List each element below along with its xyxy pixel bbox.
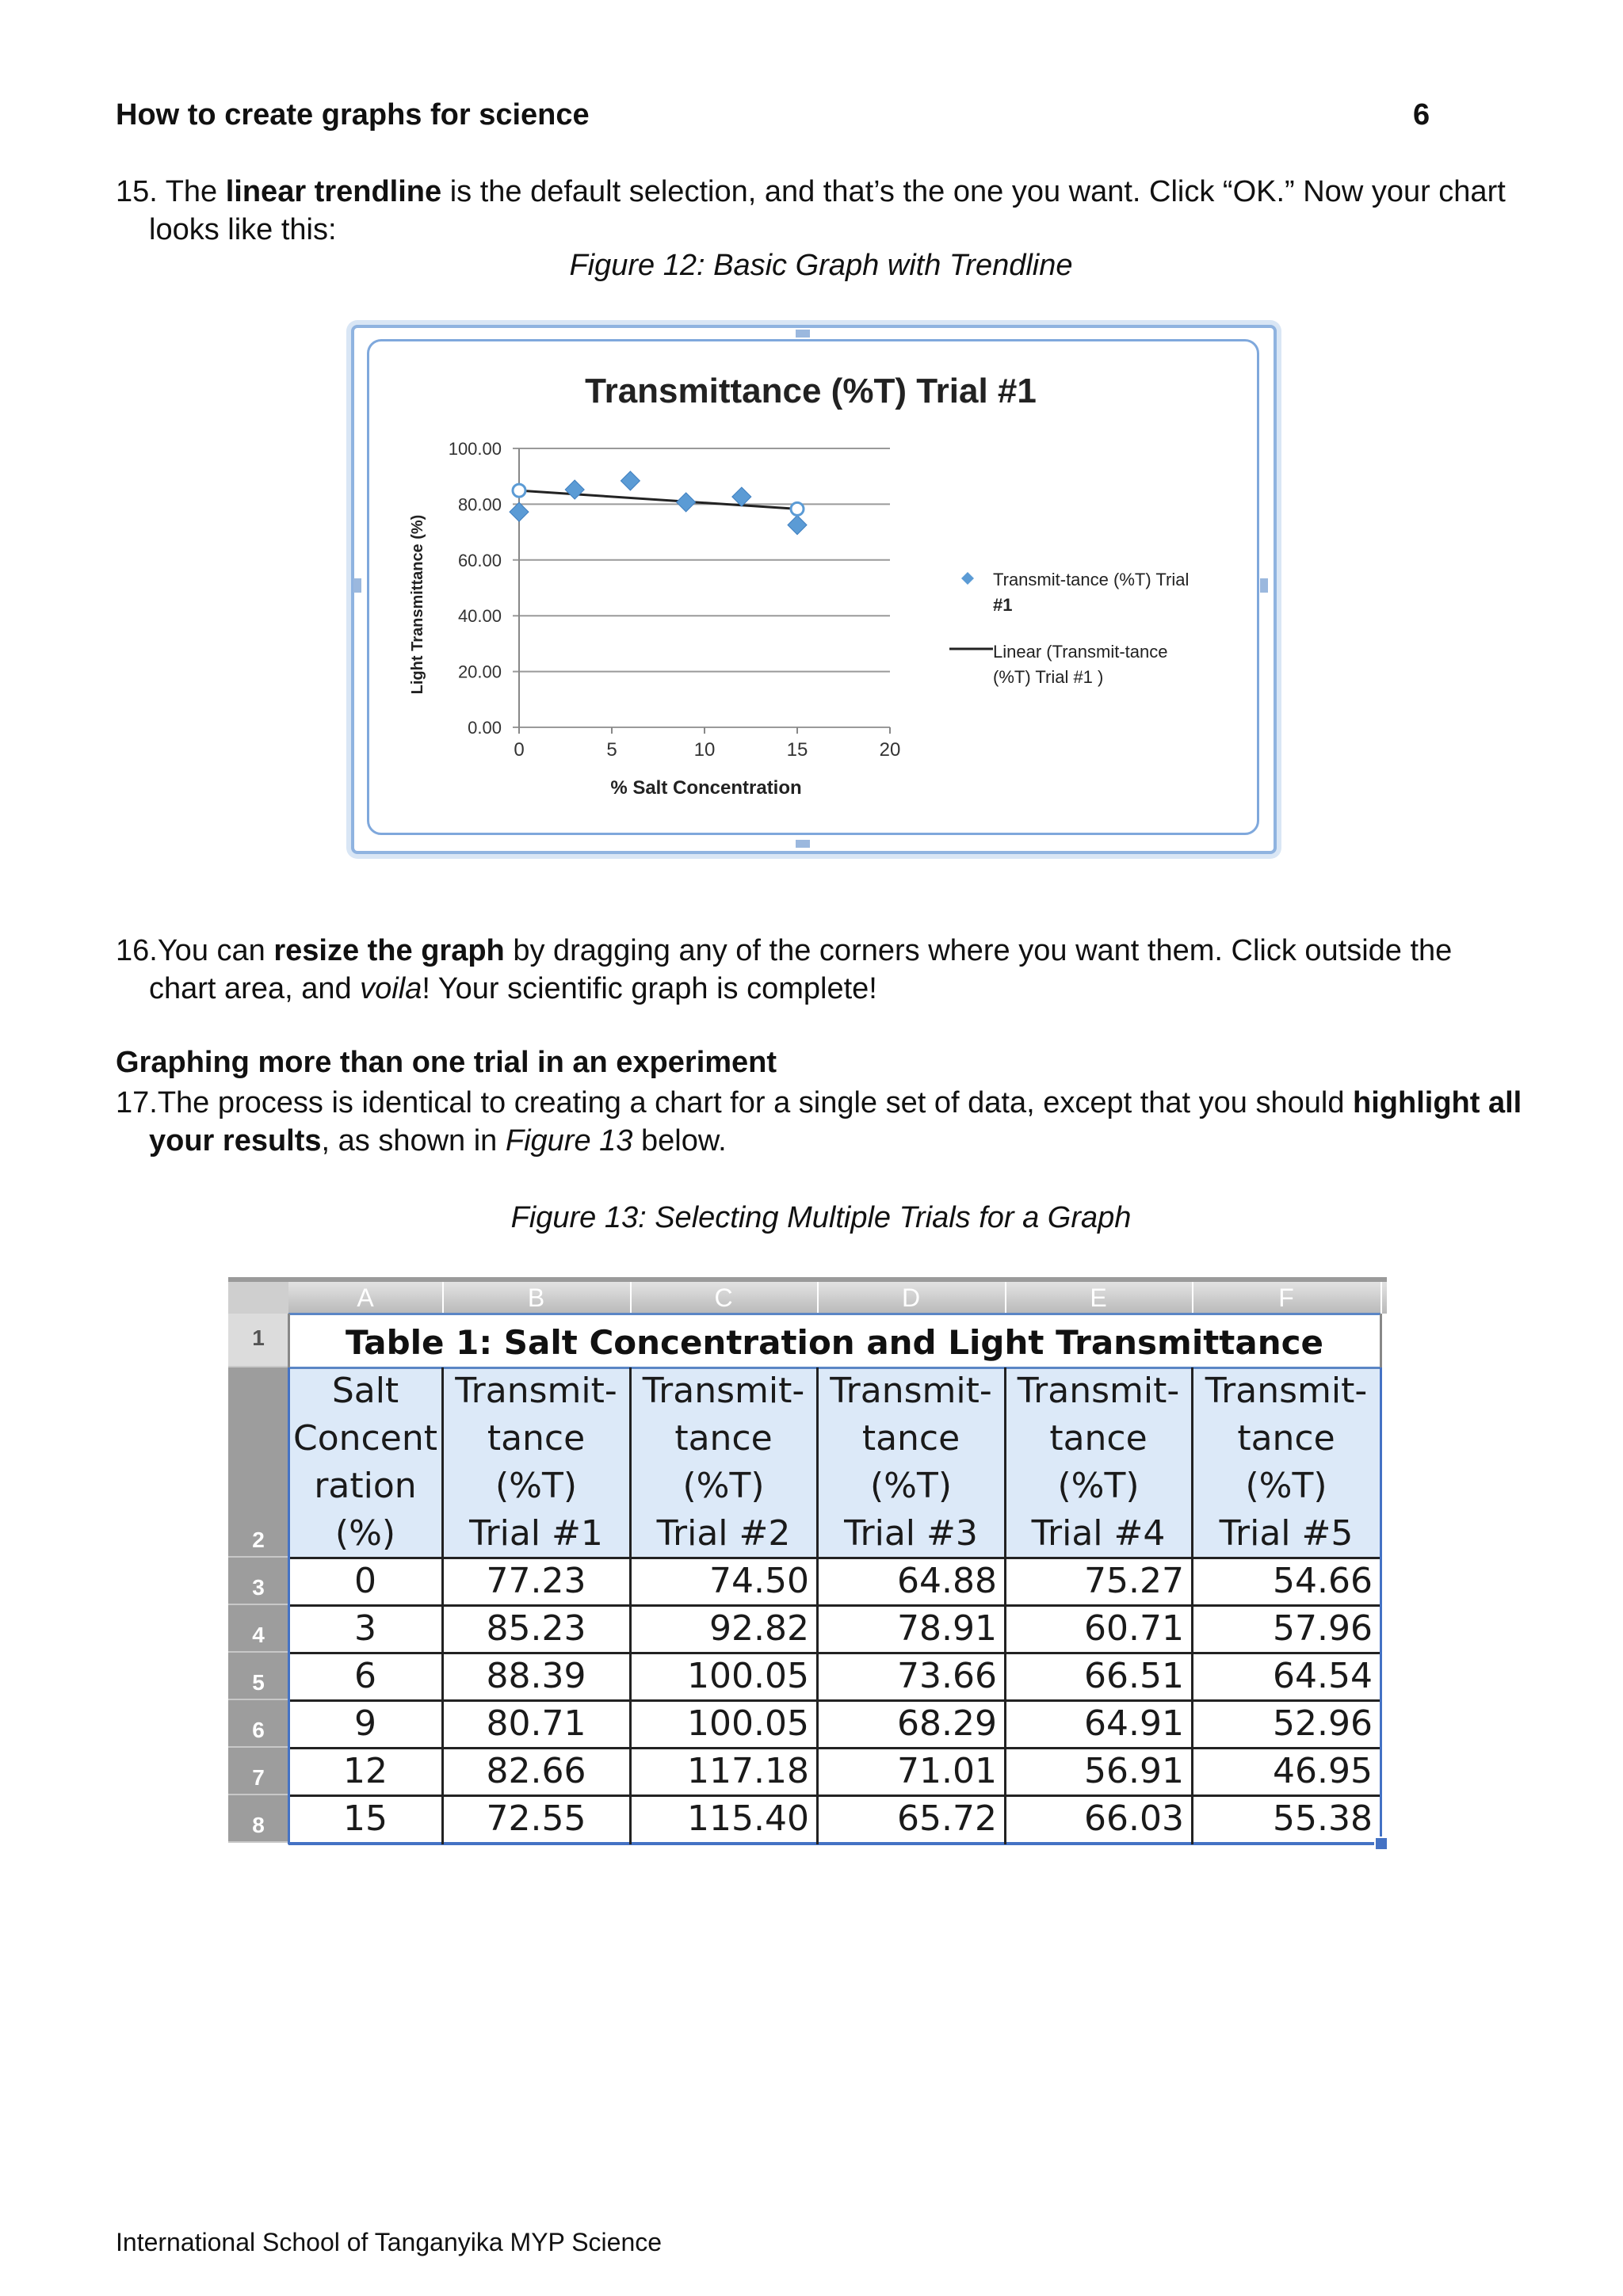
header-line: ration bbox=[314, 1466, 417, 1506]
header-cell[interactable] bbox=[817, 1367, 1005, 1558]
header-line: Trial #2 bbox=[656, 1513, 791, 1554]
x-tick-label: 0 bbox=[514, 739, 525, 761]
header-cell-text bbox=[1192, 1367, 1381, 1558]
header-line: Trial #1 bbox=[469, 1513, 603, 1554]
resize-handle-top[interactable] bbox=[796, 330, 810, 338]
y-tick-label: 100.00 bbox=[448, 439, 502, 459]
row-header-1[interactable]: 1 bbox=[228, 1314, 288, 1367]
legend-trend-label-1: Linear (Transmit-tance bbox=[993, 642, 1168, 662]
row-header-7[interactable]: 7 bbox=[228, 1748, 288, 1795]
header-cell-text bbox=[630, 1367, 817, 1558]
table-cell[interactable]: 56.91 bbox=[1084, 1751, 1184, 1791]
header-cell[interactable] bbox=[1005, 1367, 1192, 1558]
header-cell[interactable] bbox=[1192, 1367, 1381, 1558]
step-16-bold: resize the graph bbox=[273, 934, 505, 967]
table-cell[interactable]: 80.71 bbox=[486, 1703, 586, 1744]
table-title[interactable]: Table 1: Salt Concentration and Light Transmittance bbox=[346, 1323, 1323, 1362]
cell-border bbox=[288, 1699, 1381, 1702]
resize-handle-left[interactable] bbox=[353, 578, 361, 593]
cell-border bbox=[288, 1367, 1381, 1369]
x-axis-label: % Salt Concentration bbox=[610, 777, 802, 799]
table-cell[interactable]: 85.23 bbox=[486, 1608, 586, 1649]
table-cell[interactable]: 52.96 bbox=[1273, 1703, 1373, 1744]
trendline-endpoint-handle[interactable] bbox=[513, 484, 525, 497]
table-cell[interactable]: 68.29 bbox=[897, 1703, 997, 1744]
figure-12-caption: Figure 12: Basic Graph with Trendline bbox=[569, 249, 1073, 282]
table-cell[interactable]: 55.38 bbox=[1273, 1798, 1373, 1839]
x-tick-label: 5 bbox=[606, 739, 617, 761]
cell-border bbox=[288, 1367, 290, 1844]
step-17-text: 17.The process is identical to creating a chart for a single set of data, except that you should bbox=[116, 1086, 1354, 1119]
header-line: Trial #4 bbox=[1031, 1513, 1166, 1554]
step-15-bold: linear trendline bbox=[225, 175, 442, 208]
table-cell[interactable]: 92.82 bbox=[709, 1608, 809, 1649]
table-cell[interactable]: 65.72 bbox=[897, 1798, 997, 1839]
header-line: (%) bbox=[334, 1513, 396, 1554]
data-point[interactable] bbox=[510, 502, 529, 521]
cell-border bbox=[288, 1652, 1381, 1654]
header-cell[interactable] bbox=[630, 1367, 817, 1558]
x-tick-label: 20 bbox=[879, 739, 901, 761]
table-cell[interactable]: 57.96 bbox=[1273, 1608, 1373, 1649]
step-17-line2-b: below. bbox=[632, 1124, 727, 1158]
header-cell-text bbox=[817, 1367, 1005, 1558]
y-tick-label: 40.00 bbox=[457, 606, 502, 627]
header-cell[interactable] bbox=[288, 1367, 442, 1558]
header-line: tance (%T) bbox=[487, 1418, 586, 1506]
header-line: tance (%T) bbox=[861, 1418, 960, 1506]
cell-border bbox=[288, 1747, 1381, 1749]
table-cell[interactable]: 73.66 bbox=[897, 1656, 997, 1696]
table-cell[interactable]: 115.40 bbox=[687, 1798, 809, 1839]
row-header-6[interactable]: 6 bbox=[228, 1700, 288, 1748]
cell-border bbox=[288, 1794, 1381, 1797]
column-header-f[interactable]: F bbox=[1192, 1282, 1382, 1314]
legend-series-label-2: #1 bbox=[993, 595, 1013, 615]
data-point[interactable] bbox=[788, 516, 807, 535]
table-cell[interactable]: 77.23 bbox=[486, 1561, 586, 1601]
cell-border bbox=[1380, 1314, 1382, 1367]
header-line: Transmit- bbox=[830, 1371, 992, 1411]
header-line: Trial #3 bbox=[844, 1513, 978, 1554]
row-header-2[interactable]: 2 bbox=[228, 1367, 288, 1558]
header-line: Trial #5 bbox=[1219, 1513, 1354, 1554]
legend-series-marker bbox=[961, 572, 974, 585]
x-tick-label: 15 bbox=[786, 739, 808, 761]
step-17-italic: Figure 13 bbox=[505, 1124, 633, 1158]
y-axis-label: Light Transmittance (%) bbox=[409, 514, 426, 695]
cell-border bbox=[288, 1604, 1381, 1607]
header-cell-text bbox=[442, 1367, 630, 1558]
page-number: 6 bbox=[1413, 98, 1430, 132]
cell-border bbox=[1380, 1367, 1382, 1844]
cell-border bbox=[1191, 1367, 1193, 1844]
table-cell[interactable]: 64.88 bbox=[897, 1561, 997, 1601]
step-15-line2: looks like this: bbox=[149, 213, 337, 246]
column-header-e[interactable]: E bbox=[1005, 1282, 1193, 1314]
table-cell[interactable]: 54.66 bbox=[1273, 1561, 1373, 1601]
chart-title: Transmittance (%T) Trial #1 bbox=[585, 372, 1037, 410]
row-header-5[interactable]: 5 bbox=[228, 1653, 288, 1700]
row-header-8[interactable]: 8 bbox=[228, 1795, 288, 1843]
row-header-3[interactable]: 3 bbox=[228, 1558, 288, 1605]
header-line: tance (%T) bbox=[1049, 1418, 1148, 1506]
data-point[interactable] bbox=[677, 493, 696, 512]
column-header-d[interactable]: D bbox=[817, 1282, 1006, 1314]
header-line: Concent bbox=[293, 1418, 437, 1459]
header-line: tance (%T) bbox=[674, 1418, 773, 1506]
table-cell[interactable]: 72.55 bbox=[486, 1798, 586, 1839]
cell-border bbox=[288, 1314, 290, 1367]
table-cell[interactable]: 15 bbox=[343, 1798, 388, 1839]
y-tick-label: 20.00 bbox=[457, 662, 502, 682]
y-tick-label: 0.00 bbox=[468, 718, 502, 738]
cell-border bbox=[816, 1367, 819, 1844]
step-17-line2 bbox=[116, 1122, 1526, 1160]
header-line: tance (%T) bbox=[1237, 1418, 1335, 1506]
cell-border bbox=[629, 1367, 632, 1844]
step-16-text: by dragging any of the corners where you want them. Click outside the bbox=[504, 934, 1453, 967]
step-17-paragraph bbox=[116, 1084, 1526, 1160]
step-15-text: is the default selection, and that’s the one you want. Click “OK.” Now your chart bbox=[441, 175, 1506, 208]
step-16-paragraph bbox=[116, 932, 1526, 1008]
row-header-4[interactable]: 4 bbox=[228, 1605, 288, 1653]
header-cell-text bbox=[1005, 1367, 1192, 1558]
table-cell[interactable]: 9 bbox=[354, 1703, 376, 1744]
cell-border bbox=[1004, 1367, 1006, 1844]
data-point[interactable] bbox=[565, 480, 584, 499]
step-16-line2-b: ! Your scientific graph is complete! bbox=[422, 972, 877, 1005]
x-tick-label: 10 bbox=[693, 739, 716, 761]
table-cell[interactable]: 3 bbox=[354, 1608, 376, 1649]
step-17-bold-2: your results bbox=[149, 1124, 322, 1158]
table-cell[interactable]: 60.71 bbox=[1084, 1608, 1184, 1649]
legend-trend-label-2: (%T) Trial #1 ) bbox=[993, 667, 1104, 687]
select-all-corner[interactable] bbox=[228, 1282, 288, 1314]
header-cell[interactable] bbox=[442, 1367, 630, 1558]
table-cell[interactable]: 88.39 bbox=[486, 1656, 586, 1696]
step-17-line2-a: , as shown in bbox=[321, 1124, 506, 1158]
document-title: How to create graphs for science bbox=[116, 98, 590, 132]
header-line: Transmit- bbox=[1017, 1371, 1180, 1411]
header-line: Transmit- bbox=[1205, 1371, 1368, 1411]
cell-border bbox=[288, 1557, 1381, 1559]
step-16-line2-a: chart area, and bbox=[149, 972, 361, 1005]
cell-border bbox=[288, 1842, 1381, 1845]
header-line: Transmit- bbox=[642, 1371, 805, 1411]
table-cell[interactable]: 82.66 bbox=[486, 1751, 586, 1791]
scatter-chart bbox=[367, 339, 1254, 830]
data-point[interactable] bbox=[621, 471, 640, 490]
step-15-paragraph bbox=[116, 173, 1526, 249]
table-cell[interactable]: 74.50 bbox=[709, 1561, 809, 1601]
table-cell[interactable]: 100.05 bbox=[687, 1656, 809, 1696]
resize-handle-bottom[interactable] bbox=[796, 840, 810, 848]
trendline-endpoint-handle[interactable] bbox=[791, 502, 804, 515]
fill-handle[interactable] bbox=[1374, 1836, 1388, 1851]
table-cell[interactable]: 66.03 bbox=[1084, 1798, 1184, 1839]
header-cell-text bbox=[293, 1367, 437, 1558]
table-cell[interactable]: 100.05 bbox=[687, 1703, 809, 1744]
column-header-b[interactable]: B bbox=[442, 1282, 632, 1314]
legend-series-label-1: Transmit-tance (%T) Trial bbox=[993, 570, 1190, 589]
table-cell[interactable]: 6 bbox=[354, 1656, 376, 1696]
step-15-prefix: 15. The bbox=[116, 175, 226, 208]
step-17-bold-1: highlight all bbox=[1353, 1086, 1522, 1119]
table-cell[interactable]: 75.27 bbox=[1084, 1561, 1184, 1601]
trendline bbox=[519, 490, 797, 509]
table-cell[interactable]: 78.91 bbox=[897, 1608, 997, 1649]
table-cell[interactable]: 117.18 bbox=[687, 1751, 809, 1791]
table-cell[interactable]: 71.01 bbox=[897, 1751, 997, 1791]
step-16-line2 bbox=[116, 970, 1526, 1008]
resize-handle-right[interactable] bbox=[1260, 578, 1268, 593]
cell-border bbox=[288, 1313, 1381, 1315]
step-16-italic: voila bbox=[360, 972, 422, 1005]
table-cell[interactable]: 12 bbox=[343, 1751, 388, 1791]
step-16-prefix: 16.You can bbox=[116, 934, 274, 967]
column-header-c[interactable]: C bbox=[630, 1282, 819, 1314]
column-header-a[interactable]: A bbox=[288, 1282, 444, 1314]
y-tick-label: 60.00 bbox=[457, 550, 502, 570]
cell-border bbox=[441, 1367, 444, 1844]
table-cell[interactable]: 46.95 bbox=[1273, 1751, 1373, 1791]
figure-13-caption: Figure 13: Selecting Multiple Trials for a Graph bbox=[510, 1201, 1132, 1234]
y-tick-label: 80.00 bbox=[457, 494, 502, 515]
header-line: Transmit- bbox=[455, 1371, 617, 1411]
section-heading: Graphing more than one trial in an experiment bbox=[116, 1046, 777, 1079]
table-cell[interactable]: 0 bbox=[354, 1561, 376, 1601]
header-line: Salt bbox=[331, 1371, 399, 1411]
table-cell[interactable]: 66.51 bbox=[1084, 1656, 1184, 1696]
table-cell[interactable]: 64.54 bbox=[1273, 1656, 1373, 1696]
table-cell[interactable]: 64.91 bbox=[1084, 1703, 1184, 1744]
page-footer: International School of Tanganyika MYP Science bbox=[116, 2228, 663, 2256]
